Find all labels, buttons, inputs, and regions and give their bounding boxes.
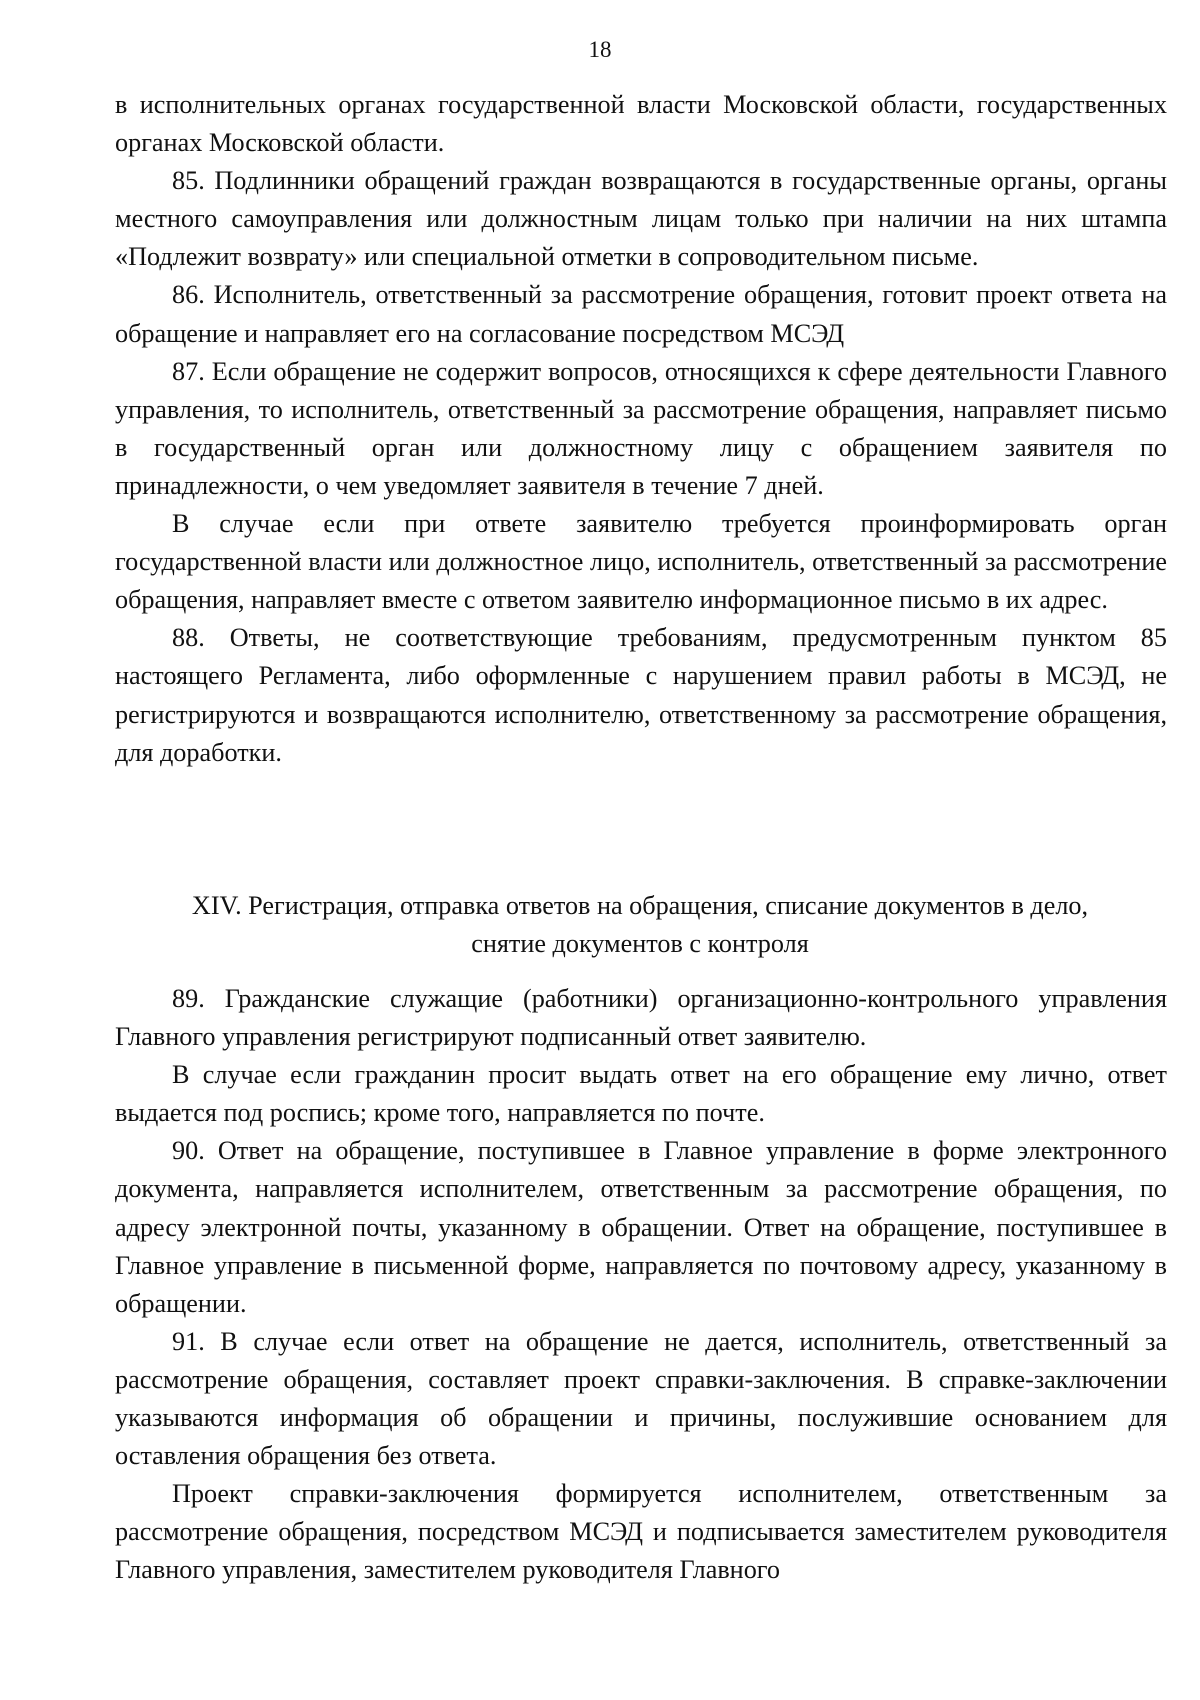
page-number: 18 xyxy=(588,37,612,62)
paragraph-continuation: в исполнительных органах государственной власти Московской области, государственных органах Московской области. xyxy=(115,90,1167,158)
paragraph-91-continued: Проект справки-заключения формируется исполнителем, ответственным за рассмотрение обращения, посредством МСЭД и подписывается заместителем руководителя Главного управления, заместителем руководителя Главного xyxy=(115,1479,1167,1585)
paragraph-88: 88. Ответы, не соответствующие требованиям, предусмотренным пунктом 85 настоящего Регламента, либо оформленные с нарушением правил работы в МСЭД, не регистрируются и возвращаются исполнителю, ответственному за рассмотрение обращения, для доработки. xyxy=(115,623,1167,767)
paragraph-89-continued: В случае если гражданин просит выдать ответ на его обращение ему лично, ответ выдается под роспись; кроме того, направляется по почте. xyxy=(115,1060,1167,1128)
paragraph-89: 89. Гражданские служащие (работники) организационно-контрольного управления Главного управления регистрируют подписанный ответ заявителю. xyxy=(115,984,1167,1052)
paragraph-86: 86. Исполнитель, ответственный за рассмотрение обращения, готовит проект ответа на обращение и направляет его на согласование посредством МСЭД xyxy=(115,280,1167,348)
body-text-top xyxy=(115,86,1167,772)
paragraph-87: 87. Если обращение не содержит вопросов, относящихся к сфере деятельности Главного управления, то исполнитель, ответственный за рассмотрение обращения, направляет письмо в государственный орган или должностному лицу с обращением заявителя по принадлежности, о чем уведомляет заявителя в течение 7 дней. xyxy=(115,356,1167,500)
section-heading xyxy=(130,887,1150,963)
paragraph-87-continued: В случае если при ответе заявителю требуется проинформировать орган государственной власти или должностное лицо, исполнитель, ответственный за рассмотрение обращения, направляет вместе с ответом заявителю информационное письмо в их адрес. xyxy=(115,509,1167,615)
body-text-bottom xyxy=(115,980,1167,1590)
paragraph-91: 91. В случае если ответ на обращение не дается, исполнитель, ответственный за рассмотрение обращения, составляет проект справки-заключения. В справке-заключении указываются информация об обращении и причины, послужившие основанием для оставления обращения без ответа. xyxy=(115,1326,1167,1471)
section-heading-line-1: XIV. Регистрация, отправка ответов на обращения, списание документов в дело, xyxy=(191,891,1089,920)
paragraph-90: 90. Ответ на обращение, поступившее в Главное управление в форме электронного документа, направляется исполнителем, ответственным за рассмотрение обращения, по адресу электронной почты, указанному в обращении. Ответ на обращение, поступившее в Главное управление в письменной форме, направляется по почтовому адресу, указанному в обращении. xyxy=(115,1136,1167,1318)
section-heading-line-2: снятие документов с контроля xyxy=(471,929,809,958)
paragraph-85: 85. Подлинники обращений граждан возвращаются в государственные органы, органы местного самоуправления или должностным лицам только при наличии на них штампа «Подлежит возврату» или специальной отметки в сопроводительном письме. xyxy=(115,166,1167,272)
